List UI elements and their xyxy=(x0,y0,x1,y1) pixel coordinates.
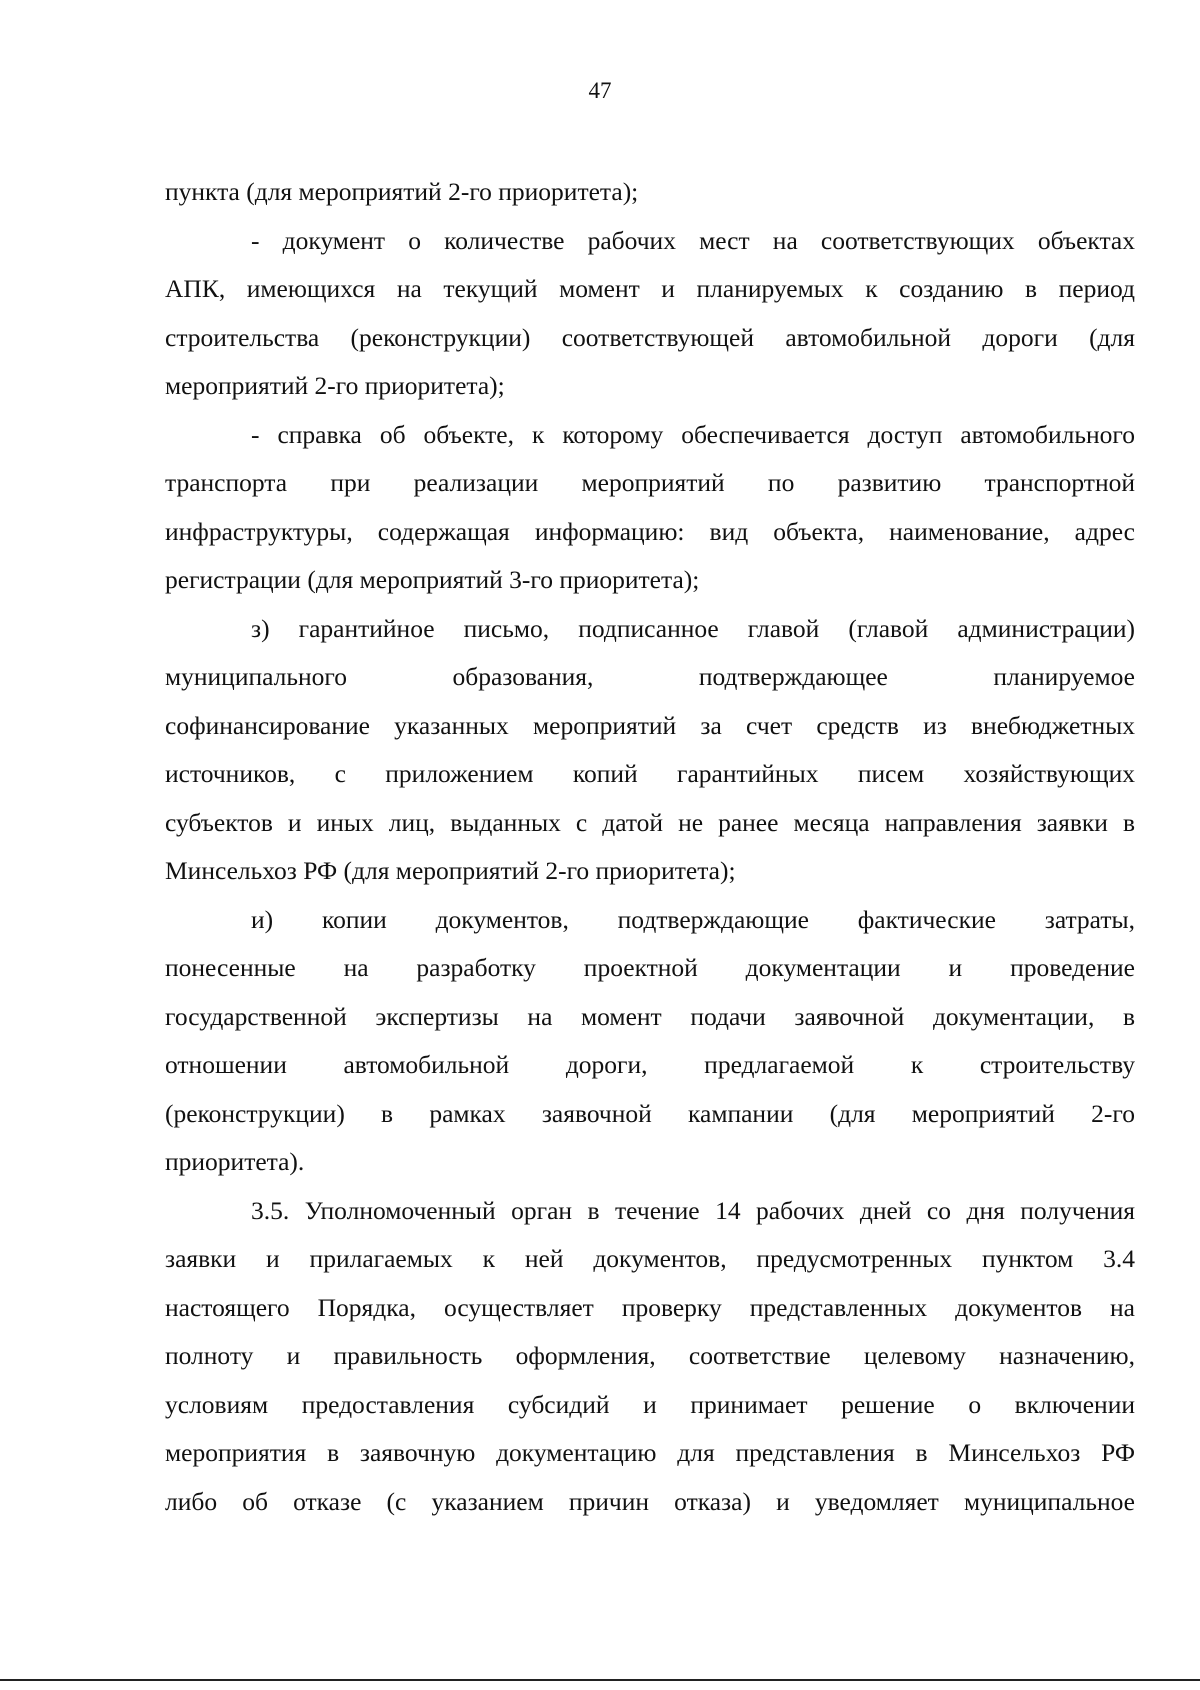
text-line: - документ о количестве рабочих мест на соответствующих объектах xyxy=(251,225,1135,255)
text-line: мероприятия в заявочную документацию для представления в Минсельхоз РФ xyxy=(165,1438,1135,1467)
text-line: и) копии документов, подтверждающие фактические затраты, xyxy=(251,904,1135,934)
text-line: отношении автомобильной дороги, предлагаемой к строительству xyxy=(165,1050,1135,1079)
text-line: приоритета). xyxy=(165,1147,305,1176)
text-line: строительства (реконструкции) соответствующей автомобильной дороги (для xyxy=(165,322,1135,352)
body-text xyxy=(165,168,1135,1526)
text-line: з) гарантийное письмо, подписанное главой (главой администрации) xyxy=(251,613,1135,643)
text-line: заявки и прилагаемых к ней документов, предусмотренных пунктом 3.4 xyxy=(165,1244,1135,1273)
text-line: транспорта при реализации мероприятий по развитию транспортной xyxy=(165,468,1135,497)
text-line: настоящего Порядка, осуществляет проверку представленных документов на xyxy=(165,1292,1135,1322)
text-line: полноту и правильность оформления, соответствие целевому назначению, xyxy=(165,1341,1135,1370)
text-line: условиям предоставления субсидий и принимает решение о включении xyxy=(165,1389,1135,1419)
text-line: - справка об объекте, к которому обеспечивается доступ автомобильного xyxy=(251,419,1135,449)
text-line: либо об отказе (с указанием причин отказа) и уведомляет муниципальное xyxy=(165,1486,1135,1516)
text-line: Минсельхоз РФ (для мероприятий 2-го приоритета); xyxy=(165,856,736,885)
text-line: государственной экспертизы на момент подачи заявочной документации, в xyxy=(165,1001,1135,1031)
text-line: 3.5. Уполномоченный орган в течение 14 рабочих дней со дня получения xyxy=(251,1195,1135,1225)
text-line: пункта (для мероприятий 2-го приоритета); xyxy=(165,177,639,206)
text-line: муниципального образования, подтверждающее планируемое xyxy=(165,662,1135,691)
text-line: источников, с приложением копий гарантийных писем хозяйствующих xyxy=(165,759,1135,788)
text-line: мероприятий 2-го приоритета); xyxy=(165,371,505,400)
text-line: инфраструктуры, содержащая информацию: вид объекта, наименование, адрес xyxy=(165,516,1135,546)
text-line: АПК, имеющихся на текущий момент и планируемых к созданию в период xyxy=(165,274,1135,303)
text-line: регистрации (для мероприятий 3-го приоритета); xyxy=(165,565,700,594)
page-number: 47 xyxy=(588,78,612,103)
bottom-rule xyxy=(0,1679,1200,1681)
text-line: софинансирование указанных мероприятий за счет средств из внебюджетных xyxy=(165,710,1135,740)
text-line: (реконструкции) в рамках заявочной кампании (для мероприятий 2-го xyxy=(165,1098,1135,1128)
text-line: субъектов и иных лиц, выданных с датой не ранее месяца направления заявки в xyxy=(165,807,1135,837)
text-line: понесенные на разработку проектной документации и проведение xyxy=(165,953,1135,982)
